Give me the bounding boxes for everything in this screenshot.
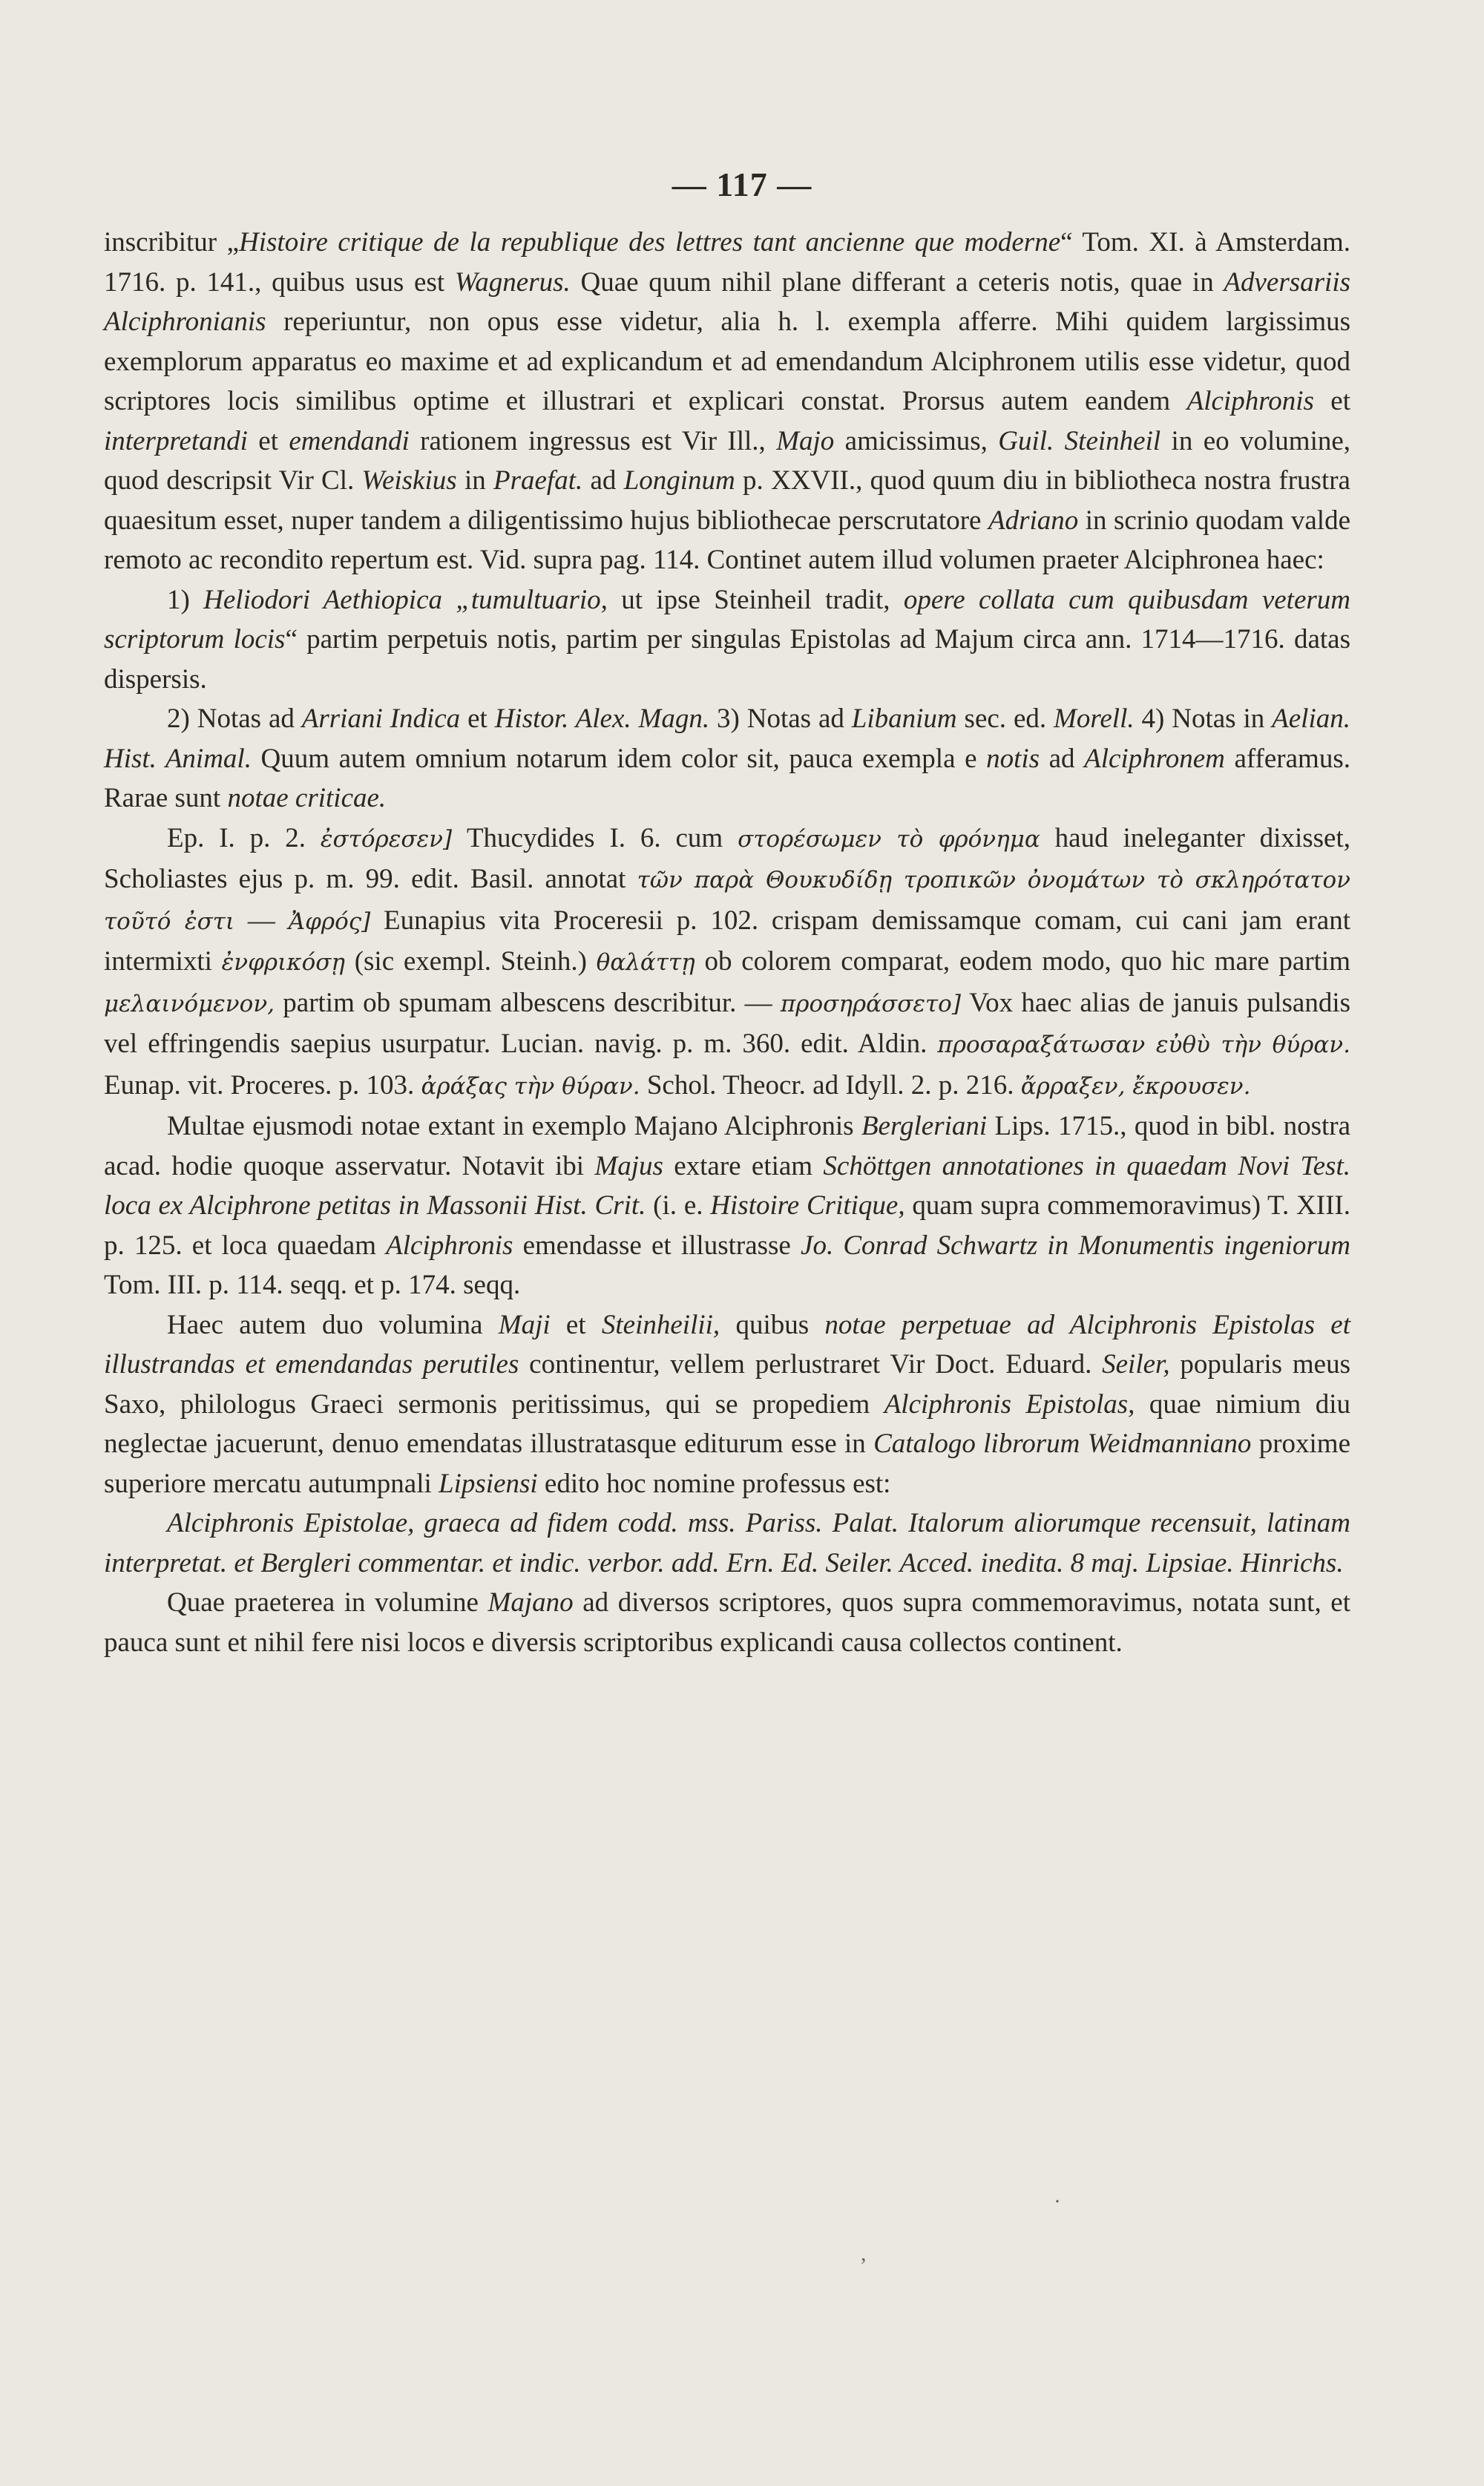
text-run: p. XXVII., quod quum diu in bibliotheca nostra frustra quaesitum esset, nuper tandem a diligentissimo hujus bibliothecae perscrutatore (104, 465, 1350, 536)
text-run: Lips. 1715., quod in bibl. nostra acad. hodie quoque asservatur. Notavit ibi (104, 1111, 1350, 1181)
italic-run: Heliodori Aethiopica „tumultuario, (203, 584, 608, 615)
italic-run: Aelian. Hist. Animal. (104, 704, 1350, 774)
greek-run: ἀράξας τὴν θύραν. (421, 1072, 640, 1100)
text-run: Eunapius vita Proceresii p. 102. crispam demissamque comam, cui cani jam erant intermixti (104, 905, 1350, 977)
text-run: ad (582, 465, 624, 496)
italic-run: Histor. Alex. Magn. (494, 704, 710, 734)
text-run: Vox haec alias de januis pulsandis vel effringendis saepius usurpatur. Lucian. navig. p. m. 360. edit. Aldin. (104, 987, 1350, 1059)
text-run: Ep. I. p. 2. (167, 822, 321, 853)
paragraph-catalog-entry (104, 1503, 1350, 1583)
paragraph-two-volumes (104, 1305, 1350, 1504)
text-run: in scrinio quodam valde remoto ac recondito repertum est. Vid. supra pag. 114. Continet autem illud volumen praeter Alciphronea haec: (104, 505, 1350, 575)
stray-mark: · (1054, 2189, 1061, 2214)
greek-run: τῶν παρὰ Θουκυδίδῃ τροπικῶν ὀνομάτων τὸ σκληρότατον τοῦτό ἐστι (104, 867, 1351, 935)
text-run: 4) Notas in (1134, 704, 1273, 734)
italic-run: notae criticae. (227, 783, 387, 813)
italic-run: notae perpetuae ad Alciphronis Epistolas et illustrandas et emendandas perutiles (104, 1309, 1350, 1380)
greek-run: ἄρραξεν, ἔκρουσεν. (1020, 1072, 1251, 1100)
italic-run: Majo (776, 425, 835, 456)
italic-run: Adversariis Alciphronianis (104, 266, 1351, 337)
greek-run: προσηράσσετο] (780, 990, 961, 1017)
greek-run: στορέσωμεν τὸ φρόνημα (738, 825, 1040, 853)
italic-run: Bergleriani (861, 1111, 988, 1141)
greek-run: θαλάττῃ (596, 949, 695, 976)
text-run: quae nimium diu neglectae jacuerunt, denuo emendatas illustratasque editurum esse in (104, 1388, 1351, 1459)
text-run: inscribitur „ (104, 227, 240, 258)
italic-run: Libanium (851, 704, 957, 734)
text-run: afferamus. Rarae sunt (104, 743, 1350, 813)
text-run: et (1313, 386, 1351, 416)
text-run: 2) Notas ad (167, 704, 302, 734)
italic-run: Maji (498, 1309, 551, 1340)
paragraph-item-1 (104, 580, 1350, 700)
text-run: Schol. Theocr. ad Idyll. 2. p. 216. (640, 1069, 1021, 1101)
stray-mark: , (861, 2241, 867, 2266)
text-run: reperiuntur, non opus esse videtur, alia h. l. exempla afferre. Mihi quidem largissimus exemplorum apparatus eo maxime et ad explicandum et ad emendandum Alciphronem utilis esse videtur, quod scriptores locis similibus optime et illustrari et explicari constat. Prorsus autem eandem (104, 306, 1350, 416)
italic-run: Morell. (1054, 704, 1135, 734)
text-run: ob colorem comparat, eodem modo, quo hic mare partim (695, 946, 1350, 977)
paragraph-items-2-4 (104, 699, 1350, 819)
text-run: partim ob spumam albescens describitur. — (275, 987, 781, 1018)
text-run: emendasse et illustrasse (513, 1230, 801, 1261)
text-run: ad (1040, 743, 1085, 774)
italic-run: Catalogo librorum Weidmanniano (873, 1429, 1252, 1459)
text-run: et (247, 425, 289, 456)
greek-run: Ἀφρός] (288, 908, 371, 935)
text-run: continentur, vellem perlustraret Vir Doct. Eduard. (519, 1349, 1103, 1380)
text-run: extare etiam (663, 1150, 824, 1181)
italic-run: Guil. Steinheil (998, 425, 1161, 456)
italic-run: Adriano (988, 505, 1079, 536)
greek-run: ἐστόρεσεν] (320, 825, 453, 853)
text-run: et (550, 1309, 602, 1340)
text-run: quam supra commemoravimus) T. XIII. p. 125. et loca quaedam (104, 1190, 1350, 1261)
text-run: Quae praeterea in volumine (167, 1587, 488, 1618)
italic-run: Lipsiensi (439, 1468, 538, 1499)
body-text (104, 223, 1350, 1662)
text-run: Thucydides I. 6. cum (452, 822, 738, 853)
text-run: Tom. III. p. 114. seqq. et p. 174. seqq. (104, 1270, 521, 1300)
italic-run: Histoire critique de la republique des lettres tant ancienne que moderne (239, 227, 1061, 258)
text-run: quibus (720, 1309, 825, 1340)
paragraph-epistle-notes (104, 819, 1350, 1107)
text-run: Multae ejusmodi notae extant in exemplo Majano Alciphronis (167, 1111, 861, 1141)
text-run: Quum autem omnium notarum idem color sit, pauca exempla e (251, 743, 987, 774)
page-number: — 117 — (672, 165, 812, 203)
text-run: “ partim perpetuis notis, partim per singulas Epistolas ad Majum circa ann. 1714—1716. datas dispersis. (104, 624, 1350, 695)
text-run: (i. e. (646, 1190, 711, 1221)
italic-run: Seiler, (1102, 1349, 1170, 1380)
text-run: amicissimus, (834, 425, 999, 456)
italic-run: emendandi (289, 425, 410, 456)
paragraph-closing (104, 1583, 1350, 1662)
italic-run: Alciphronis Epistolas, (884, 1388, 1135, 1420)
italic-run: interpretandi (104, 425, 248, 456)
italic-run: Praefat. (493, 465, 583, 496)
italic-run: notis (986, 743, 1040, 774)
text-run: sec. ed. (956, 704, 1054, 734)
text-run: (sic exempl. Steinh.) (344, 946, 597, 977)
italic-run: Alciphronis (386, 1230, 513, 1261)
text-run: ad diversos scriptores, quos supra commemoravimus, notata sunt, et pauca sunt et nihil fere nisi locos e diversis scriptoribus explicandi causa collectos continent. (104, 1587, 1350, 1658)
text-run: in eo volumine, quod descripsit Vir Cl. (104, 425, 1351, 496)
italic-run: Majano (487, 1587, 574, 1618)
paragraph-majus-copy (104, 1106, 1350, 1305)
italic-run: Schöttgen annotationes in quaedam Novi Test. loca ex Alciphrone petitas in Massonii Hist. Crit. (104, 1150, 1350, 1221)
italic-run: Weiskius (361, 465, 457, 496)
text-run: Eunap. vit. Proceres. p. 103. (104, 1069, 421, 1101)
greek-run: ἐνφρικόσῃ (221, 949, 345, 976)
text-run: et (460, 704, 495, 734)
text-run: 1) (167, 584, 204, 615)
italic-run: Histoire Critique, (710, 1190, 905, 1221)
italic-run: Alciphronis (1186, 386, 1314, 416)
greek-run: προσαραξάτωσαν εὐθὺ τὴν θύραν. (937, 1032, 1350, 1058)
text-run: haud ineleganter dixisset, Scholiastes ejus p. m. 99. edit. Basil. annotat (104, 822, 1350, 894)
text-run: proxime superiore mercatu autumpnali (104, 1429, 1350, 1499)
italic-run: Arriani Indica (301, 704, 461, 734)
text-run: Quae quum nihil plane differant a ceteris notis, quae in (570, 266, 1224, 298)
italic-run: Alciphronem (1084, 743, 1225, 774)
text-run: edito hoc nomine professus est: (537, 1468, 891, 1499)
text-run: in (456, 465, 493, 496)
text-run: 3) Notas ad (709, 704, 852, 734)
italic-run: Majus (594, 1150, 663, 1181)
text-run: ut ipse Steinheil tradit, (607, 584, 904, 615)
italic-run: Longinum (623, 465, 735, 496)
italic-run: Alciphronis Epistolae, graeca ad fidem codd. mss. Pariss. Palat. Italorum aliorumque recensuit, latinam interpretat. et Bergleri commentar. et indic. verbor. add. Ern. Ed. Seiler. Acced. inedita. 8 maj. Lipsiae. Hinrichs. (104, 1508, 1350, 1578)
paragraph-intro (104, 223, 1350, 580)
text-run: — (234, 905, 289, 936)
italic-run: Jo. Conrad Schwartz in Monumentis ingeniorum (801, 1230, 1351, 1261)
text-run: rationem ingressus est Vir Ill., (409, 425, 777, 456)
italic-run: opere collata cum quibusdam veterum scriptorum locis (104, 584, 1350, 655)
text-run: “ Tom. XI. à Amsterdam. 1716. p. 141., quibus usus est (104, 227, 1350, 298)
italic-run: Wagnerus. (454, 266, 571, 298)
italic-run: Steinheilii, (601, 1309, 720, 1340)
text-run: Haec autem duo volumina (167, 1309, 499, 1340)
greek-run: μελαινόμενον, (104, 990, 275, 1017)
text-run: popularis meus Saxo, philologus Graeci sermonis peritissimus, qui se propediem (104, 1349, 1350, 1420)
